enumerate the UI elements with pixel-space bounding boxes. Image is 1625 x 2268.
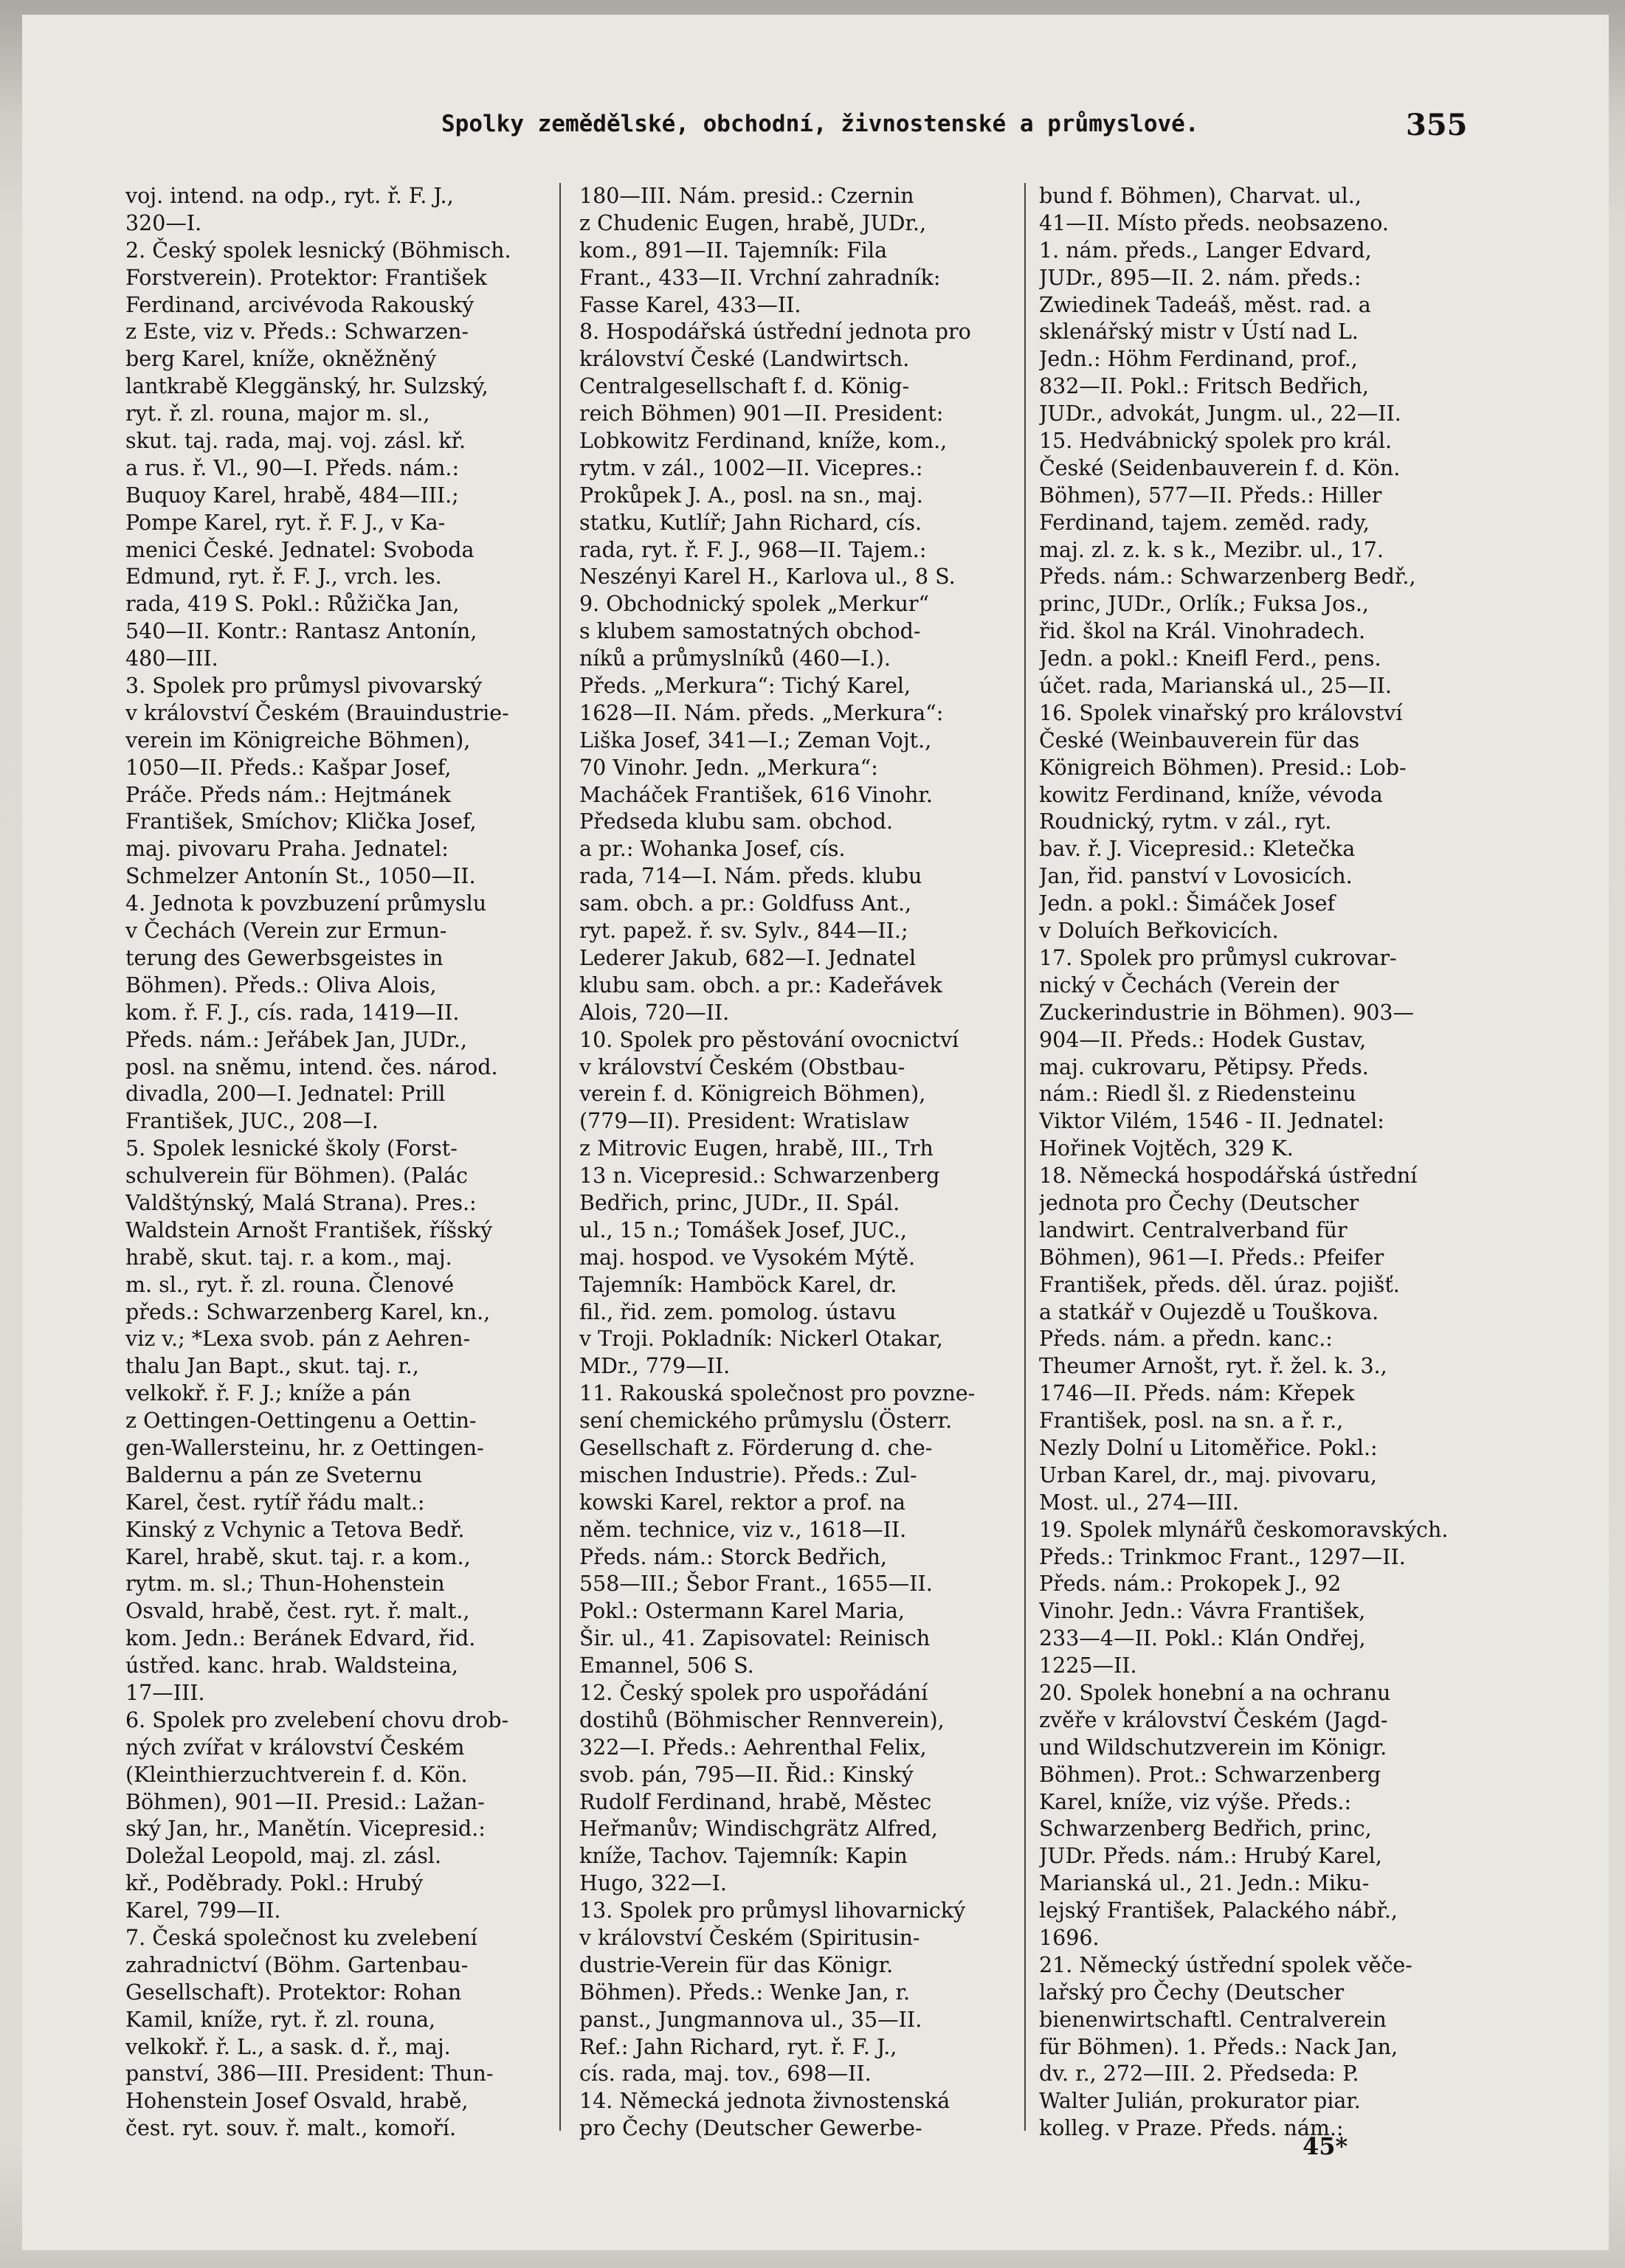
text-line: dostihů (Böhmischer Rennverein),	[579, 1707, 945, 1732]
text-line: Viktor Vilém, 1546 - II. Jednatel:	[1039, 1109, 1384, 1134]
text-line: Königreich Böhmen). Presid.: Lob-	[1039, 755, 1407, 780]
text-line: lantkrabě Kleggänský, hr. Sulzský,	[125, 374, 489, 399]
text-line: kowski Karel, rektor a prof. na	[579, 1490, 906, 1515]
text-line: rada, 714—I. Nám. předs. klubu	[579, 864, 922, 889]
text-line: svob. pán, 795—II. Řid.: Kinský	[579, 1762, 914, 1787]
text-line: bav. ř. J. Vicepresid.: Kletečka	[1039, 837, 1356, 862]
text-line: 41—II. Místo předs. neobsazeno.	[1039, 210, 1389, 235]
text-line: rada, ryt. ř. F. J., 968—II. Tajem.:	[579, 537, 927, 562]
text-line: 16. Spolek vinařský pro království	[1039, 700, 1403, 725]
text-line: pro Čechy (Deutscher Gewerbe-	[579, 2116, 922, 2141]
text-line: ryt. papež. ř. sv. Sylv., 844—II.;	[579, 919, 908, 944]
text-line: kom., 891—II. Tajemník: Fila	[579, 238, 888, 263]
text-line: Předs. nám.: Prokopek J., 92	[1039, 1572, 1342, 1597]
text-line: (Kleinthierzuchtverein f. d. Kön.	[125, 1762, 468, 1787]
text-line: Ref.: Jahn Richard, ryt. ř. F. J.,	[579, 2034, 897, 2059]
text-line: menici České. Jednatel: Svoboda	[125, 537, 475, 562]
text-line: MDr., 779—II.	[579, 1354, 731, 1379]
text-line: 17. Spolek pro průmysl cukrovar-	[1039, 945, 1397, 970]
text-line: zvěře v království Českém (Jagd-	[1039, 1707, 1388, 1732]
text-line: Karel, 799—II.	[125, 1898, 281, 1923]
text-line: ský Jan, hr., Manětín. Vicepresid.:	[125, 1816, 486, 1842]
text-line: z Mitrovic Eugen, hrabě, III., Trh	[579, 1136, 934, 1161]
text-line: lařský pro Čechy (Deutscher	[1039, 1980, 1345, 2005]
text-line: 320—I.	[125, 210, 202, 235]
text-line: kom. ř. F. J., cís. rada, 1419—II.	[125, 1000, 460, 1025]
text-line: Hořinek Vojtěch, 329 K.	[1039, 1136, 1294, 1161]
text-line: Hugo, 322—I.	[579, 1871, 727, 1896]
text-line: JUDr., 895—II. 2. nám. předs.:	[1039, 265, 1362, 290]
text-line: panství, 386—III. President: Thun-	[125, 2061, 494, 2087]
text-line: (779—II). President: Wratislaw	[579, 1109, 910, 1134]
text-line: a pr.: Wohanka Josef, cís.	[579, 837, 846, 862]
text-line: Zwiedinek Tadeáš, měst. rad. a	[1039, 292, 1371, 317]
text-line: 10. Spolek pro pěstování ovocnictví	[579, 1027, 959, 1052]
text-line: maj. pivovaru Praha. Jednatel:	[125, 837, 449, 862]
text-line: Karel, hrabě, skut. taj. r. a kom.,	[125, 1544, 471, 1569]
text-line: Prokůpek J. A., posl. na sn., maj.	[579, 483, 923, 508]
running-head: Spolky zemědělské, obchodní, živnostenské a průmyslové.	[441, 111, 1199, 137]
text-line: landwirt. Centralverband für	[1039, 1217, 1348, 1242]
text-line: Lederer Jakub, 682—I. Jednatel	[579, 945, 917, 970]
text-line: Předs.: Trinkmoc Frant., 1297—II.	[1039, 1544, 1406, 1569]
text-line: Baldernu a pán ze Sveternu	[125, 1462, 423, 1487]
text-line: účet. rada, Marianská ul., 25—II.	[1039, 674, 1392, 699]
text-line: m. sl., ryt. ř. zl. rouna. Členové	[125, 1272, 455, 1297]
text-line: Jan, řid. panství v Lovosicích.	[1039, 864, 1353, 889]
text-line: kolleg. v Praze. Předs. nám.:	[1039, 2116, 1344, 2141]
text-line: 14. Německá jednota živnostenská	[579, 2089, 950, 2114]
text-line: 19. Spolek mlynářů českomoravských.	[1039, 1517, 1449, 1542]
text-line: Urban Karel, dr., maj. pivovaru,	[1039, 1462, 1377, 1487]
text-line: České (Weinbauverein für das	[1039, 727, 1359, 753]
text-line: schulverein für Böhmen). (Palác	[125, 1164, 469, 1189]
text-line: Pokl.: Ostermann Karel Maria,	[579, 1599, 905, 1624]
text-line: Most. ul., 274—III.	[1039, 1490, 1239, 1515]
text-line: Jedn. a pokl.: Kneifl Ferd., pens.	[1039, 646, 1381, 671]
text-line: 70 Vinohr. Jedn. „Merkura“:	[579, 755, 878, 780]
text-line: sklenářský mistr v Ústí nad L.	[1039, 319, 1359, 345]
text-line: Pompe Karel, ryt. ř. F. J., v Ka-	[125, 510, 446, 535]
text-line: 558—III.; Šebor Frant., 1655—II.	[579, 1572, 933, 1597]
text-line: sam. obch. a pr.: Goldfuss Ant.,	[579, 891, 912, 916]
text-line: Předs. „Merkura“: Tichý Karel,	[579, 674, 911, 699]
text-line: František, předs. děl. úraz. pojišť.	[1039, 1272, 1400, 1297]
text-line: Ferdinand, arcivévoda Rakouský	[125, 292, 475, 317]
text-line: thalu Jan Bapt., skut. taj. r.,	[125, 1354, 419, 1379]
text-line: 6. Spolek pro zvelebení chovu drob-	[125, 1707, 509, 1732]
text-line: rytm. v zál., 1002—II. Vicepres.:	[579, 455, 923, 480]
column-rule-right	[1024, 183, 1026, 2131]
text-line: Předs. nám.: Jeřábek Jan, JUDr.,	[125, 1027, 467, 1052]
text-line: Böhmen), 901—II. Presid.: Lažan-	[125, 1789, 485, 1814]
text-line: Gesellschaft z. Förderung d. che-	[579, 1435, 933, 1460]
page-number: 355	[1406, 108, 1468, 142]
text-line: 4. Jednota k povzbuzení průmyslu	[125, 891, 487, 916]
text-line: Valdštýnský, Malá Strana). Pres.:	[125, 1190, 477, 1215]
text-line: Lobkowitz Ferdinand, kníže, kom.,	[579, 429, 948, 454]
text-line: čest. ryt. souv. ř. malt., komoří.	[125, 2116, 457, 2141]
text-line: Práče. Předs nám.: Hejtmánek	[125, 782, 451, 807]
text-line: 21. Německý ústřední spolek věče-	[1039, 1952, 1412, 1977]
text-line: František, JUC., 208—I.	[125, 1109, 379, 1134]
text-line: 13. Spolek pro průmysl lihovarnický	[579, 1898, 966, 1923]
text-line: nám.: Riedl šl. z Riedensteinu	[1039, 1082, 1356, 1107]
text-line: JUDr. Předs. nám.: Hrubý Karel,	[1039, 1844, 1382, 1869]
text-line: 11. Rakouská společnost pro povzne-	[579, 1381, 976, 1406]
text-line: viz v.; *Lexa svob. pán z Aehren-	[125, 1327, 471, 1352]
text-line: z Chudenic Eugen, hrabě, JUDr.,	[579, 210, 927, 235]
text-line: České (Seidenbauverein f. d. Kön.	[1039, 455, 1401, 480]
text-line: Forstverein). Protektor: František	[125, 265, 487, 290]
text-line: Předseda klubu sam. obchod.	[579, 809, 894, 834]
text-line: dv. r., 272—III. 2. Předseda: P.	[1039, 2061, 1359, 2087]
text-column-left	[125, 183, 539, 2143]
text-line: Heřmanův; Windischgrätz Alfred,	[579, 1816, 938, 1842]
text-line: kř., Poděbrady. Pokl.: Hrubý	[125, 1871, 424, 1896]
text-line: skut. taj. rada, maj. voj. zásl. kř.	[125, 429, 466, 454]
text-line: 9. Obchodnický spolek „Merkur“	[579, 592, 930, 617]
text-line: 1628—II. Nám. předs. „Merkura“:	[579, 700, 944, 725]
text-line: und Wildschutzverein im Königr.	[1039, 1735, 1387, 1760]
text-line: gen-Wallersteinu, hr. z Oettingen-	[125, 1435, 484, 1460]
text-line: dustrie-Verein für das Königr.	[579, 1952, 894, 1977]
text-line: s klubem samostatných obchod-	[579, 619, 921, 644]
text-line: něm. technice, viz v., 1618—II.	[579, 1517, 907, 1542]
text-line: 18. Německá hospodářská ústřední	[1039, 1164, 1418, 1189]
text-line: Walter Julián, prokurator piar.	[1039, 2089, 1361, 2114]
text-column-middle	[579, 183, 993, 2143]
text-line: JUDr., advokát, Jungm. ul., 22—II.	[1039, 401, 1401, 426]
text-line: reich Böhmen) 901—II. President:	[579, 401, 944, 426]
text-line: Bedřich, princ, JUDr., II. Spál.	[579, 1190, 900, 1215]
text-line: předs.: Schwarzenberg Karel, kn.,	[125, 1299, 491, 1324]
text-line: Edmund, ryt. ř. F. J., vrch. les.	[125, 564, 442, 590]
text-line: Böhmen). Předs.: Oliva Alois,	[125, 972, 437, 998]
text-line: Böhmen), 577—II. Předs.: Hiller	[1039, 483, 1382, 508]
text-line: Böhmen). Předs.: Wenke Jan, r.	[579, 1980, 911, 2005]
text-line: 480—III.	[125, 646, 218, 671]
text-line: Roudnický, rytm. v zál., ryt.	[1039, 809, 1332, 834]
text-line: zahradnictví (Böhm. Gartenbau-	[125, 1952, 469, 1977]
text-line: Buquoy Karel, hrabě, 484—III.;	[125, 483, 459, 508]
text-line: bund f. Böhmen), Charvat. ul.,	[1039, 184, 1362, 208]
text-line: Neszényi Karel H., Karlova ul., 8 S.	[579, 564, 956, 590]
text-line: království České (Landwirtsch.	[579, 347, 910, 372]
text-line: velkokř. ř. L., a sask. d. ř., maj.	[125, 2034, 451, 2059]
text-line: 2. Český spolek lesnický (Böhmisch.	[125, 238, 511, 263]
text-line: nický v Čechách (Verein der	[1039, 972, 1339, 998]
text-line: v Čechách (Verein zur Ermun-	[125, 919, 447, 944]
text-line: maj. cukrovaru, Pětipsy. Předs.	[1039, 1054, 1369, 1079]
text-line: 904—II. Předs.: Hodek Gustav,	[1039, 1027, 1367, 1052]
text-line: Böhmen). Prot.: Schwarzenberg	[1039, 1762, 1381, 1787]
text-line: statku, Kutlíř; Jahn Richard, cís.	[579, 510, 922, 535]
text-line: v království Českém (Obstbau-	[579, 1054, 905, 1079]
column-rule-left	[559, 183, 561, 2131]
text-line: verein f. d. Königreich Böhmen),	[579, 1082, 926, 1107]
text-line: cís. rada, maj. tov., 698—II.	[579, 2061, 872, 2087]
text-line: z Oettingen-Oettingenu a Oettin-	[125, 1408, 477, 1434]
text-line: níků a průmyslníků (460—I.).	[579, 646, 891, 671]
text-line: 7. Česká společnost ku zvelebení	[125, 1926, 477, 1950]
text-line: ústřed. kanc. hrab. Waldsteina,	[125, 1653, 458, 1678]
text-line: rada, 419 S. Pokl.: Růžička Jan,	[125, 592, 460, 617]
text-line: Kinský z Vchynic a Tetova Bedř.	[125, 1517, 465, 1542]
text-line: bienenwirtschaftl. Centralverein	[1039, 2007, 1387, 2032]
text-line: Předs. nám.: Storck Bedřich,	[579, 1544, 887, 1569]
text-line: Doležal Leopold, maj. zl. zásl.	[125, 1844, 442, 1869]
text-line: berg Karel, kníže, okněžněný	[125, 347, 437, 372]
text-line: v Troji. Pokladník: Nickerl Otakar,	[579, 1327, 943, 1352]
text-line: Zuckerindustrie in Böhmen). 903—	[1039, 1000, 1415, 1025]
text-line: Nezly Dolní u Litoměřice. Pokl.:	[1039, 1435, 1378, 1460]
text-line: František, posl. na sn. a ř. r.,	[1039, 1408, 1344, 1434]
text-line: terung des Gewerbsgeistes in	[125, 945, 444, 970]
text-line: lejský František, Palackého nábř.,	[1039, 1898, 1398, 1923]
text-line: řid. škol na Král. Vinohradech.	[1039, 619, 1366, 644]
text-line: 15. Hedvábnický spolek pro král.	[1039, 429, 1393, 454]
text-line: 17—III.	[125, 1680, 205, 1705]
text-line: a rus. ř. Vl., 90—I. Předs. nám.:	[125, 455, 460, 480]
text-line: 1746—II. Předs. nám: Křepek	[1039, 1381, 1355, 1406]
text-line: kníže, Tachov. Tajemník: Kapin	[579, 1844, 908, 1869]
text-line: hrabě, skut. taj. r. a kom., maj.	[125, 1245, 452, 1270]
text-line: v Doluích Beřkovicích.	[1039, 919, 1279, 944]
text-line: maj. zl. z. k. s k., Mezibr. ul., 17.	[1039, 537, 1384, 562]
text-line: Tajemník: Hamböck Karel, dr.	[579, 1272, 897, 1297]
text-line: divadla, 200—I. Jednatel: Prill	[125, 1082, 446, 1107]
text-line: Gesellschaft). Protektor: Rohan	[125, 1980, 462, 2005]
text-line: ul., 15 n.; Tomášek Josef, JUC.,	[579, 1217, 907, 1242]
text-line: Osvald, hrabě, čest. ryt. ř. malt.,	[125, 1599, 470, 1624]
text-line: Vinohr. Jedn.: Vávra František,	[1039, 1599, 1366, 1624]
text-line: 540—II. Kontr.: Rantasz Antonín,	[125, 619, 477, 644]
text-line: Theumer Arnošt, ryt. ř. žel. k. 3.,	[1039, 1354, 1387, 1379]
text-line: fil., řid. zem. pomolog. ústavu	[579, 1299, 897, 1324]
text-line: Liška Josef, 341—I.; Zeman Vojt.,	[579, 727, 932, 753]
text-line: maj. hospod. ve Vysokém Mýtě.	[579, 1245, 916, 1270]
text-line: Emannel, 506 S.	[579, 1653, 754, 1678]
text-line: 5. Spolek lesnické školy (Forst-	[125, 1136, 458, 1161]
text-line: 12. Český spolek pro uspořádání	[579, 1680, 928, 1705]
text-line: Karel, čest. rytíř řádu malt.:	[125, 1490, 425, 1515]
text-line: 13 n. Vicepresid.: Schwarzenberg	[579, 1164, 940, 1189]
text-line: z Este, viz v. Předs.: Schwarzen-	[125, 319, 469, 345]
text-line: v království Českém (Brauindustrie-	[125, 700, 509, 725]
text-line: v království Českém (Spiritusin-	[579, 1926, 920, 1950]
text-line: Hohenstein Josef Osvald, hrabě,	[125, 2089, 469, 2114]
text-line: Centralgesellschaft f. d. König-	[579, 374, 910, 399]
text-line: Schmelzer Antonín St., 1050—II.	[125, 864, 476, 889]
text-line: Kamil, kníže, ryt. ř. zl. rouna,	[125, 2007, 436, 2032]
text-line: Macháček František, 616 Vinohr.	[579, 782, 933, 807]
text-line: jednota pro Čechy (Deutscher	[1039, 1190, 1359, 1215]
text-line: 180—III. Nám. presid.: Czernin	[579, 184, 914, 208]
text-line: František, Smíchov; Klička Josef,	[125, 809, 477, 834]
text-line: Waldstein Arnošt František, říšský	[125, 1217, 493, 1242]
text-line: 1050—II. Předs.: Kašpar Josef,	[125, 755, 452, 780]
text-line: rytm. m. sl.; Thun-Hohenstein	[125, 1572, 445, 1597]
text-line: 832—II. Pokl.: Fritsch Bedřich,	[1039, 374, 1369, 399]
text-line: sení chemického průmyslu (Österr.	[579, 1408, 953, 1434]
text-line: mischen Industrie). Předs.: Zul-	[579, 1462, 917, 1487]
text-line: 20. Spolek honební a na ochranu	[1039, 1680, 1391, 1705]
text-line: ných zvířat v království Českém	[125, 1735, 465, 1760]
text-line: 1225—II.	[1039, 1653, 1137, 1678]
text-line: für Böhmen). 1. Předs.: Nack Jan,	[1039, 2034, 1398, 2059]
text-line: klubu sam. obch. a pr.: Kadeřávek	[579, 972, 942, 998]
text-column-right	[1039, 183, 1452, 2143]
text-line: a statkář v Oujezdě u Touškova.	[1039, 1299, 1379, 1324]
text-line: ryt. ř. zl. rouna, major m. sl.,	[125, 401, 430, 426]
text-line: panst., Jungmannova ul., 35—II.	[579, 2007, 922, 2032]
text-line: Ferdinand, tajem. zeměd. rady,	[1039, 510, 1370, 535]
text-line: princ, JUDr., Orlík.; Fuksa Jos.,	[1039, 592, 1369, 617]
text-line: 8. Hospodářská ústřední jednota pro	[579, 319, 971, 345]
text-line: verein im Königreiche Böhmen),	[125, 727, 471, 753]
text-line: Alois, 720—II.	[579, 1000, 730, 1025]
text-line: Jedn.: Höhm Ferdinand, prof.,	[1039, 347, 1358, 372]
text-line: Fasse Karel, 433—II.	[579, 292, 801, 317]
text-line: Marianská ul., 21. Jedn.: Miku-	[1039, 1871, 1370, 1896]
text-line: 1696.	[1039, 1926, 1100, 1950]
text-line: voj. intend. na odp., ryt. ř. F. J.,	[125, 184, 454, 208]
text-line: Předs. nám. a předn. kanc.:	[1039, 1327, 1333, 1352]
text-line: Jedn. a pokl.: Šimáček Josef	[1039, 891, 1336, 916]
text-line: Rudolf Ferdinand, hrabě, Městec	[579, 1789, 932, 1814]
text-line: kowitz Ferdinand, kníže, vévoda	[1039, 782, 1383, 807]
text-line: Šir. ul., 41. Zapisovatel: Reinisch	[579, 1626, 931, 1651]
text-line: 3. Spolek pro průmysl pivovarský	[125, 674, 483, 699]
text-line: Schwarzenberg Bedřich, princ,	[1039, 1816, 1372, 1842]
text-line: Karel, kníže, viz výše. Předs.:	[1039, 1789, 1352, 1814]
text-line: 233—4—II. Pokl.: Klán Ondřej,	[1039, 1626, 1366, 1651]
text-line: Böhmen), 961—I. Předs.: Pfeifer	[1039, 1245, 1384, 1270]
text-line: Frant., 433—II. Vrchní zahradník:	[579, 265, 941, 290]
text-line: velkokř. ř. F. J.; kníže a pán	[125, 1381, 411, 1406]
text-line: posl. na sněmu, intend. čes. národ.	[125, 1054, 498, 1079]
printer-signature-mark: 45*	[1303, 2132, 1348, 2160]
text-line: 1. nám. předs., Langer Edvard,	[1039, 238, 1372, 263]
text-line: 322—I. Předs.: Aehrenthal Felix,	[579, 1735, 927, 1760]
text-line: kom. Jedn.: Beránek Edvard, řid.	[125, 1626, 476, 1651]
text-line: Předs. nám.: Schwarzenberg Bedř.,	[1039, 564, 1416, 590]
